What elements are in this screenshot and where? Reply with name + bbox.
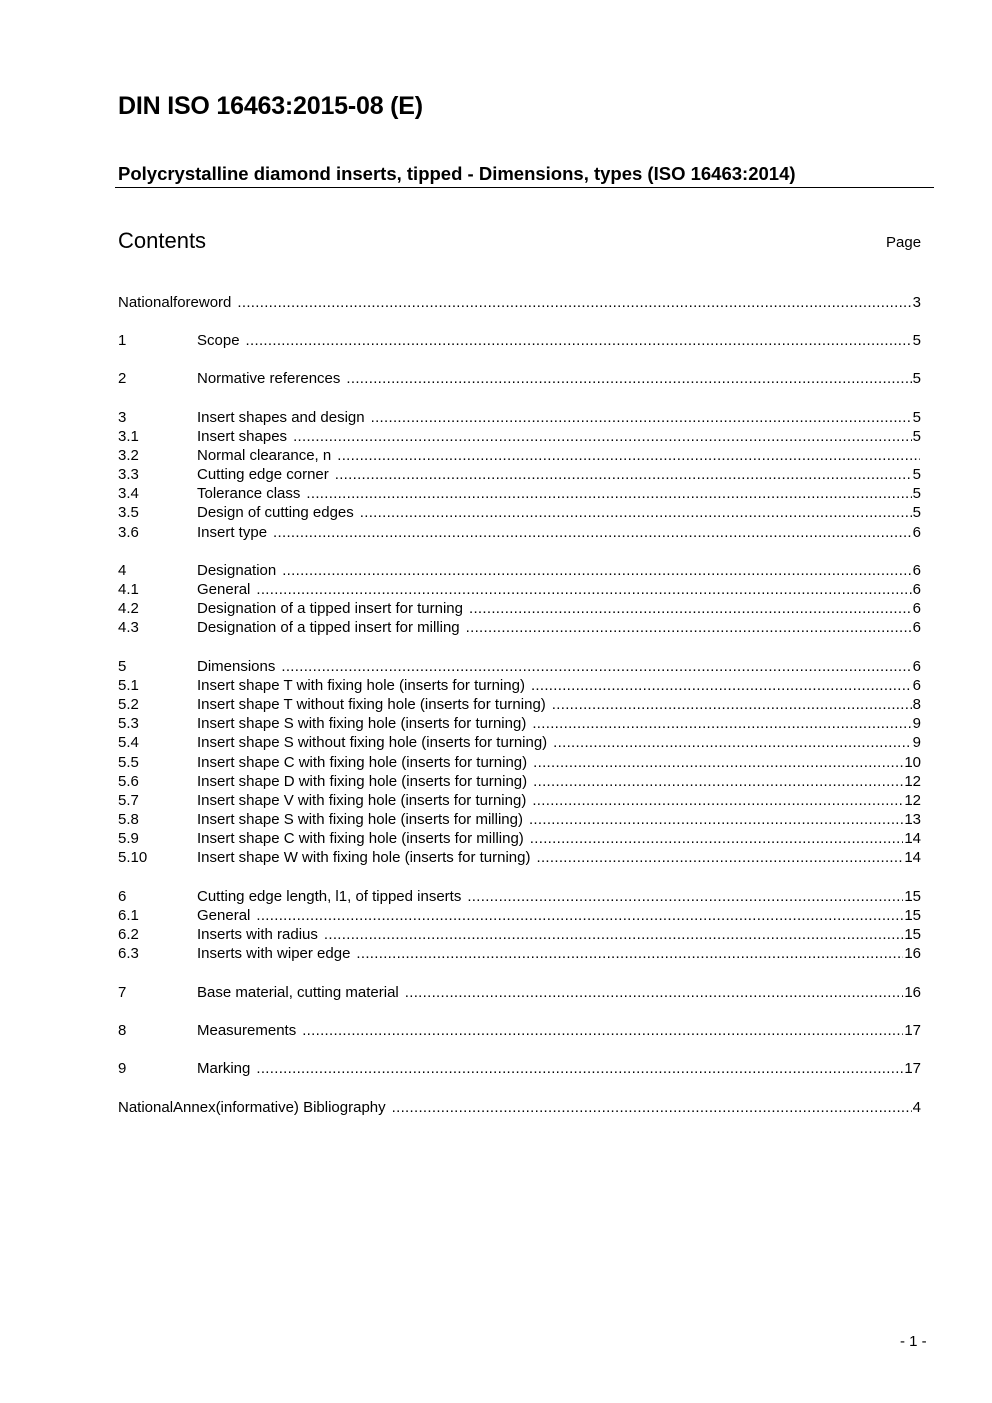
- toc-dot-leader: [282, 561, 911, 580]
- toc-entry-label: Designation of a tipped insert for milling: [197, 619, 460, 636]
- toc-entry[interactable]: [118, 944, 921, 963]
- toc-entry-page: 12: [904, 792, 921, 809]
- toc-entry[interactable]: [118, 772, 921, 791]
- toc-entry[interactable]: [118, 1098, 921, 1117]
- toc-dot-leader: [467, 887, 903, 906]
- toc-entry[interactable]: [118, 1021, 921, 1040]
- toc-entry-number: 3.5: [118, 504, 139, 521]
- toc-entry-label: Inserts with radius: [197, 926, 318, 943]
- toc-entry-number: 4: [118, 562, 127, 579]
- toc-entry[interactable]: [118, 427, 921, 446]
- toc-entry-number: 3.6: [118, 524, 139, 541]
- toc-entry-number: 5.6: [118, 773, 139, 790]
- toc-entry-page: 14: [904, 830, 921, 847]
- toc-entry-label: Insert shape S with fixing hole (inserts for milling): [197, 811, 523, 828]
- toc-entry-label: General: [197, 581, 251, 598]
- toc-entry[interactable]: [118, 561, 921, 580]
- toc-entry-label: Insert shape C with fixing hole (inserts for turning): [197, 754, 528, 771]
- toc-entry[interactable]: [118, 906, 921, 925]
- toc-entry[interactable]: [118, 810, 921, 829]
- toc-dot-leader: [302, 1021, 903, 1040]
- toc-entry[interactable]: [118, 848, 921, 867]
- toc-entry-page: 17: [904, 1022, 921, 1039]
- toc-dot-leader: [306, 484, 911, 503]
- toc-dot-leader: [273, 523, 912, 542]
- toc-entry-page: 15: [904, 926, 921, 943]
- toc-entry[interactable]: [118, 791, 921, 810]
- toc-entry[interactable]: [118, 293, 921, 312]
- toc-entry-label: General: [197, 907, 251, 924]
- toc-dot-leader: [324, 925, 903, 944]
- toc-entry[interactable]: [118, 733, 921, 752]
- toc-dot-leader: [237, 293, 911, 312]
- toc-entry-number: 5.2: [118, 696, 139, 713]
- toc-entry-number: 3: [118, 409, 127, 426]
- toc-dot-leader: [533, 753, 903, 772]
- toc-entry-page: 5: [912, 332, 921, 349]
- toc-entry-label: Normative references: [197, 370, 341, 387]
- toc-entry-number: 5.1: [118, 677, 139, 694]
- toc-entry-label: Insert shape D with fixing hole (inserts for turning): [197, 773, 528, 790]
- toc-entry[interactable]: [118, 580, 921, 599]
- toc-entry-number: 5.4: [118, 734, 139, 751]
- toc-entry-label: Insert shape C with fixing hole (inserts for milling): [197, 830, 524, 847]
- toc-entry-label: Normal clearance, n: [197, 447, 332, 464]
- contents-heading: Contents: [118, 228, 207, 253]
- toc-entry-number: 5.9: [118, 830, 139, 847]
- toc-entry[interactable]: [118, 695, 921, 714]
- toc-entry-page: 15: [904, 888, 921, 905]
- toc-entry-page: 13: [904, 811, 921, 828]
- toc-entry-label: Base material, cutting material: [197, 984, 399, 1001]
- toc-dot-leader: [337, 446, 920, 465]
- toc-dot-leader: [553, 733, 911, 752]
- toc-dot-leader: [392, 1098, 912, 1117]
- toc-entry-label: Insert shape W with fixing hole (inserts for turning): [197, 849, 531, 866]
- toc-entry-label: Measurements: [197, 1022, 297, 1039]
- toc-entry-number: 8: [118, 1022, 127, 1039]
- toc-entry-page: 5: [912, 428, 921, 445]
- toc-entry-number: 3.1: [118, 428, 139, 445]
- toc-entry-number: 2: [118, 370, 127, 387]
- toc-entry-label: Marking: [197, 1060, 251, 1077]
- toc-entry-page: 16: [904, 984, 921, 1001]
- toc-entry-page: 15: [904, 907, 921, 924]
- document-id: DIN ISO 16463:2015-08 (E): [118, 92, 423, 120]
- toc-entry-number: 4.3: [118, 619, 139, 636]
- toc-entry[interactable]: [118, 657, 921, 676]
- toc-entry-label: Cutting edge corner: [197, 466, 329, 483]
- toc-entry-label: Nationalforeword: [118, 294, 232, 311]
- toc-entry-number: 9: [118, 1060, 127, 1077]
- toc-entry-page: 3: [912, 294, 921, 311]
- toc-entry-number: 4.2: [118, 600, 139, 617]
- toc-entry-page: 5: [912, 370, 921, 387]
- toc-entry-page: 6: [912, 581, 921, 598]
- toc-entry-number: 3.4: [118, 485, 139, 502]
- toc-entry-number: 5: [118, 658, 127, 675]
- toc-entry[interactable]: [118, 925, 921, 944]
- toc-dot-leader: [466, 618, 912, 637]
- toc-entry-page: 5: [912, 485, 921, 502]
- toc-entry-number: 5.3: [118, 715, 139, 732]
- toc-entry-label: Scope: [197, 332, 240, 349]
- toc-entry-number: 5.8: [118, 811, 139, 828]
- toc-dot-leader: [356, 944, 903, 963]
- footer-page-number: - 1 -: [900, 1333, 927, 1350]
- toc-entry-number: 6.1: [118, 907, 139, 924]
- toc-entry-page: 14: [904, 849, 921, 866]
- toc-dot-leader: [536, 848, 903, 867]
- toc-entry-page: 10: [904, 754, 921, 771]
- toc-entry[interactable]: [118, 599, 921, 618]
- toc-entry-label: Tolerance class: [197, 485, 301, 502]
- toc-entry-number: 7: [118, 984, 127, 1001]
- toc-entry[interactable]: [118, 369, 921, 388]
- toc-entry[interactable]: [118, 829, 921, 848]
- toc-entry[interactable]: [118, 446, 921, 465]
- toc-entry-page: 6: [912, 600, 921, 617]
- toc-entry-label: Dimensions: [197, 658, 276, 675]
- toc-entry-number: 3.3: [118, 466, 139, 483]
- toc-entry-page: 16: [904, 945, 921, 962]
- toc-entry-number: 4.1: [118, 581, 139, 598]
- toc-entry-page: 6: [912, 619, 921, 636]
- toc-dot-leader: [335, 465, 912, 484]
- title-underline: [115, 187, 934, 188]
- toc-entry[interactable]: [118, 523, 921, 542]
- toc-entry-number: 5.10: [118, 849, 148, 866]
- toc-dot-leader: [256, 1059, 903, 1078]
- toc-dot-leader: [360, 503, 912, 522]
- toc-entry[interactable]: [118, 714, 921, 733]
- toc-entry-label: Insert shapes and design: [197, 409, 365, 426]
- toc-dot-leader: [405, 983, 904, 1002]
- toc-entry-page: 6: [912, 562, 921, 579]
- toc-dot-leader: [529, 810, 903, 829]
- toc-entry[interactable]: [118, 887, 921, 906]
- toc-entry[interactable]: [118, 753, 921, 772]
- toc-entry-number: 6: [118, 888, 127, 905]
- toc-entry-label: Insert shape S without fixing hole (inserts for turning): [197, 734, 548, 751]
- toc-dot-leader: [552, 695, 912, 714]
- toc-entry-page: 9: [912, 734, 921, 751]
- toc-entry-number: 6.2: [118, 926, 139, 943]
- toc-entry-label: Insert shape T with fixing hole (inserts for turning): [197, 677, 525, 694]
- toc-entry-label: Insert shape V with fixing hole (inserts for turning): [197, 792, 527, 809]
- toc-entry-label: Cutting edge length, l1, of tipped inserts: [197, 888, 462, 905]
- toc-entry-page: 17: [904, 1060, 921, 1077]
- toc-entry-page: 4: [912, 1099, 921, 1116]
- toc-dot-leader: [533, 772, 903, 791]
- toc-dot-leader: [293, 427, 912, 446]
- toc-entry[interactable]: [118, 331, 921, 350]
- toc-dot-leader: [281, 657, 911, 676]
- toc-entry[interactable]: [118, 618, 921, 637]
- toc-entry[interactable]: [118, 676, 921, 695]
- toc-dot-leader: [532, 791, 903, 810]
- toc-entry-label: Insert shapes: [197, 428, 288, 445]
- toc-dot-leader: [256, 906, 903, 925]
- toc-entry-page: 12: [904, 773, 921, 790]
- page-column-heading: Page: [886, 234, 922, 251]
- toc-dot-leader: [371, 408, 912, 427]
- toc-dot-leader: [246, 331, 912, 350]
- toc-entry-page: 6: [912, 524, 921, 541]
- toc-entry[interactable]: [118, 408, 921, 427]
- toc-entry[interactable]: [118, 503, 921, 522]
- toc-dot-leader: [530, 829, 904, 848]
- toc-entry-number: 3.2: [118, 447, 139, 464]
- document-title: Polycrystalline diamond inserts, tipped - Dimensions, types (ISO 16463:2014): [118, 163, 796, 184]
- toc-dot-leader: [346, 369, 911, 388]
- toc-entry[interactable]: [118, 1059, 921, 1078]
- toc-entry[interactable]: [118, 484, 921, 503]
- toc-entry[interactable]: [118, 983, 921, 1002]
- toc-entry-page: 5: [912, 409, 921, 426]
- toc-entry-number: 5.7: [118, 792, 139, 809]
- toc-entry-page: 9: [912, 715, 921, 732]
- toc-entry[interactable]: [118, 465, 921, 484]
- toc-entry-page: 6: [912, 677, 921, 694]
- toc-entry-label: Designation: [197, 562, 277, 579]
- toc-entry-number: 1: [118, 332, 127, 349]
- toc-entry-page: 5: [912, 466, 921, 483]
- toc-dot-leader: [532, 714, 911, 733]
- toc-entry-label: Design of cutting edges: [197, 504, 354, 521]
- toc-entry-page: 5: [912, 504, 921, 521]
- toc-entry-label: Insert type: [197, 524, 268, 541]
- toc-dot-leader: [256, 580, 911, 599]
- toc-entry-page: 8: [912, 696, 921, 713]
- toc-dot-leader: [469, 599, 912, 618]
- toc-entry-number: 6.3: [118, 945, 139, 962]
- toc-entry-page: 6: [912, 658, 921, 675]
- toc-entry-label: NationalAnnex(informative) Bibliography: [118, 1099, 386, 1116]
- toc-entry-number: 5.5: [118, 754, 139, 771]
- toc-entry-label: Designation of a tipped insert for turning: [197, 600, 463, 617]
- toc-entry-label: Insert shape S with fixing hole (inserts for turning): [197, 715, 527, 732]
- toc-entry-label: Insert shape T without fixing hole (inserts for turning): [197, 696, 546, 713]
- toc-dot-leader: [531, 676, 912, 695]
- toc-entry-label: Inserts with wiper edge: [197, 945, 351, 962]
